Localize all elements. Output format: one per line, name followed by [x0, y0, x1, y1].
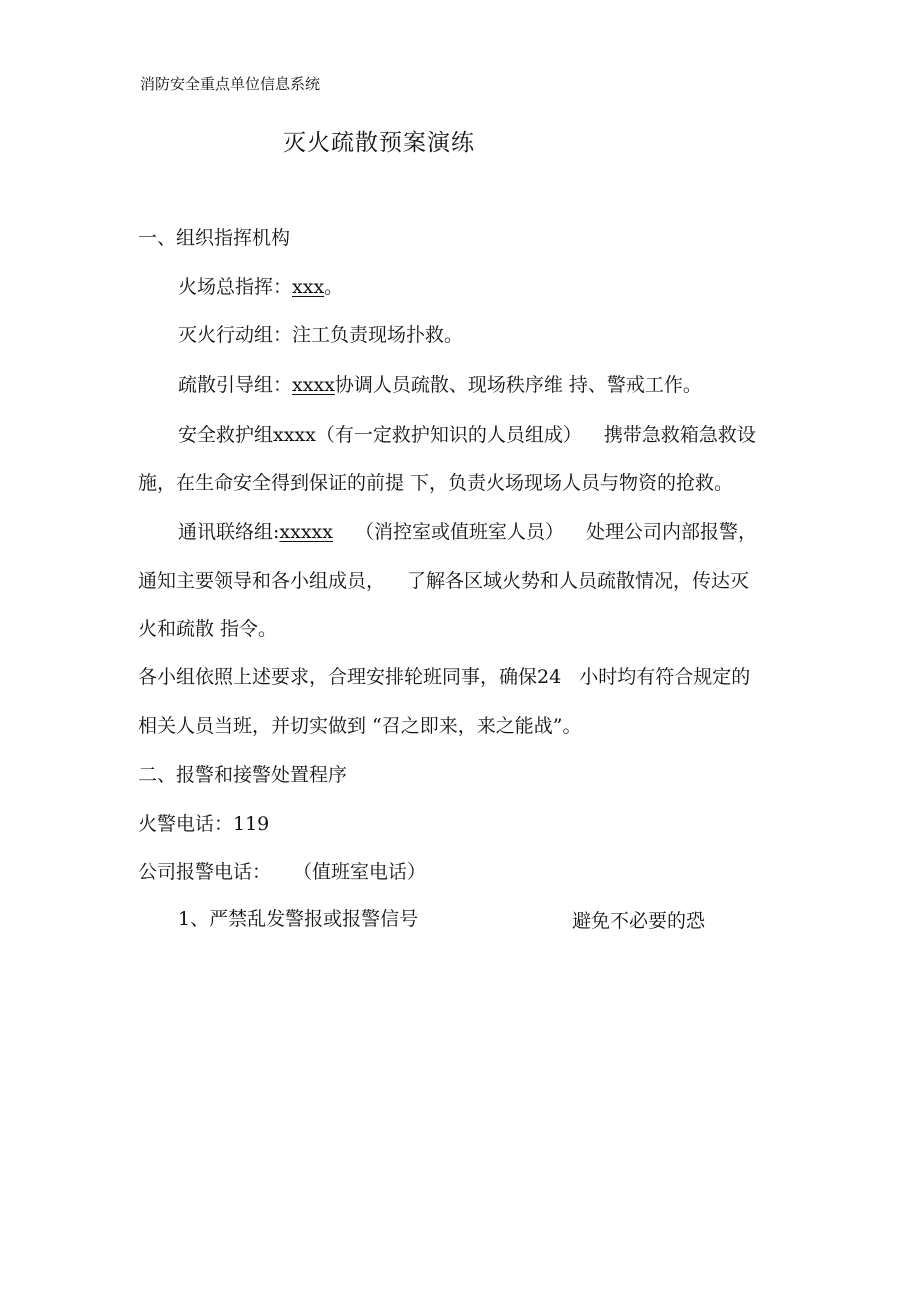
item1-line: 1、严禁乱发警报或报警信号 [178, 908, 419, 930]
rescue-team-line-1 [178, 421, 756, 449]
section2-heading: 二、报警和接警处置程序 [138, 764, 348, 786]
company-phone-note: （值班室电话） [293, 861, 427, 883]
evacuation-team-line [178, 371, 702, 399]
shift-requirement-suffix: 小时均有符合规定的 [579, 666, 751, 688]
shift-requirement-prefix: 各小组依照上述要求，合理安排轮班同事，确保24 [138, 666, 562, 688]
rescue-team-line-2: 施，在生命安全得到保证的前提 下，负责火场现场人员与物资的抢救。 [138, 472, 734, 494]
evacuation-team-name: xxxx [292, 374, 335, 396]
comms-team-line2-a: 通知主要领导和各小组成员， [138, 570, 386, 592]
item1-tail: 避免不必要的恐 [572, 910, 706, 932]
rescue-team-prefix: 安全救护组xxxx（有一定救护知识的人员组成） [178, 424, 582, 446]
comms-team-note: （消控室或值班室人员） [354, 521, 564, 543]
comms-team-line2-b: 了解各区域火势和人员疏散情况，传达灭 [407, 570, 750, 592]
shift-requirement-line-2: 相关人员当班，并切实做到 “召之即来，来之能战”。 [138, 715, 582, 737]
commander-line [178, 273, 343, 301]
document-title: 灭火疏散预案演练 [283, 130, 475, 156]
evacuation-team-text: 协调人员疏散、现场秩序维 持、警戒工作。 [334, 374, 702, 396]
rescue-team-suffix: 携带急救箱急救设 [603, 424, 756, 446]
comms-team-line-1 [178, 518, 757, 546]
comms-team-line-2 [138, 567, 749, 595]
company-phone-line [138, 858, 426, 886]
section1-heading: 一、组织指挥机构 [138, 227, 291, 249]
comms-team-line-3: 火和疏散 指令。 [138, 618, 278, 640]
commander-label: 火场总指挥： [178, 276, 293, 298]
commander-suffix: 。 [324, 276, 344, 298]
fire-phone-line: 火警电话：119 [138, 813, 270, 835]
comms-team-label: 通讯联络组: [178, 521, 280, 543]
comms-team-line1-suffix: 处理公司内部报警， [586, 521, 758, 543]
firefighting-team-line: 灭火行动组：注工负责现场扑救。 [178, 324, 464, 346]
company-phone-label: 公司报警电话： [138, 861, 272, 883]
evacuation-team-label: 疏散引导组： [178, 374, 293, 396]
commander-name: xxx [292, 276, 325, 298]
shift-requirement-line-1 [138, 663, 750, 691]
page-header: 消防安全重点单位信息系统 [140, 75, 321, 93]
comms-team-name: xxxxx [279, 521, 333, 543]
